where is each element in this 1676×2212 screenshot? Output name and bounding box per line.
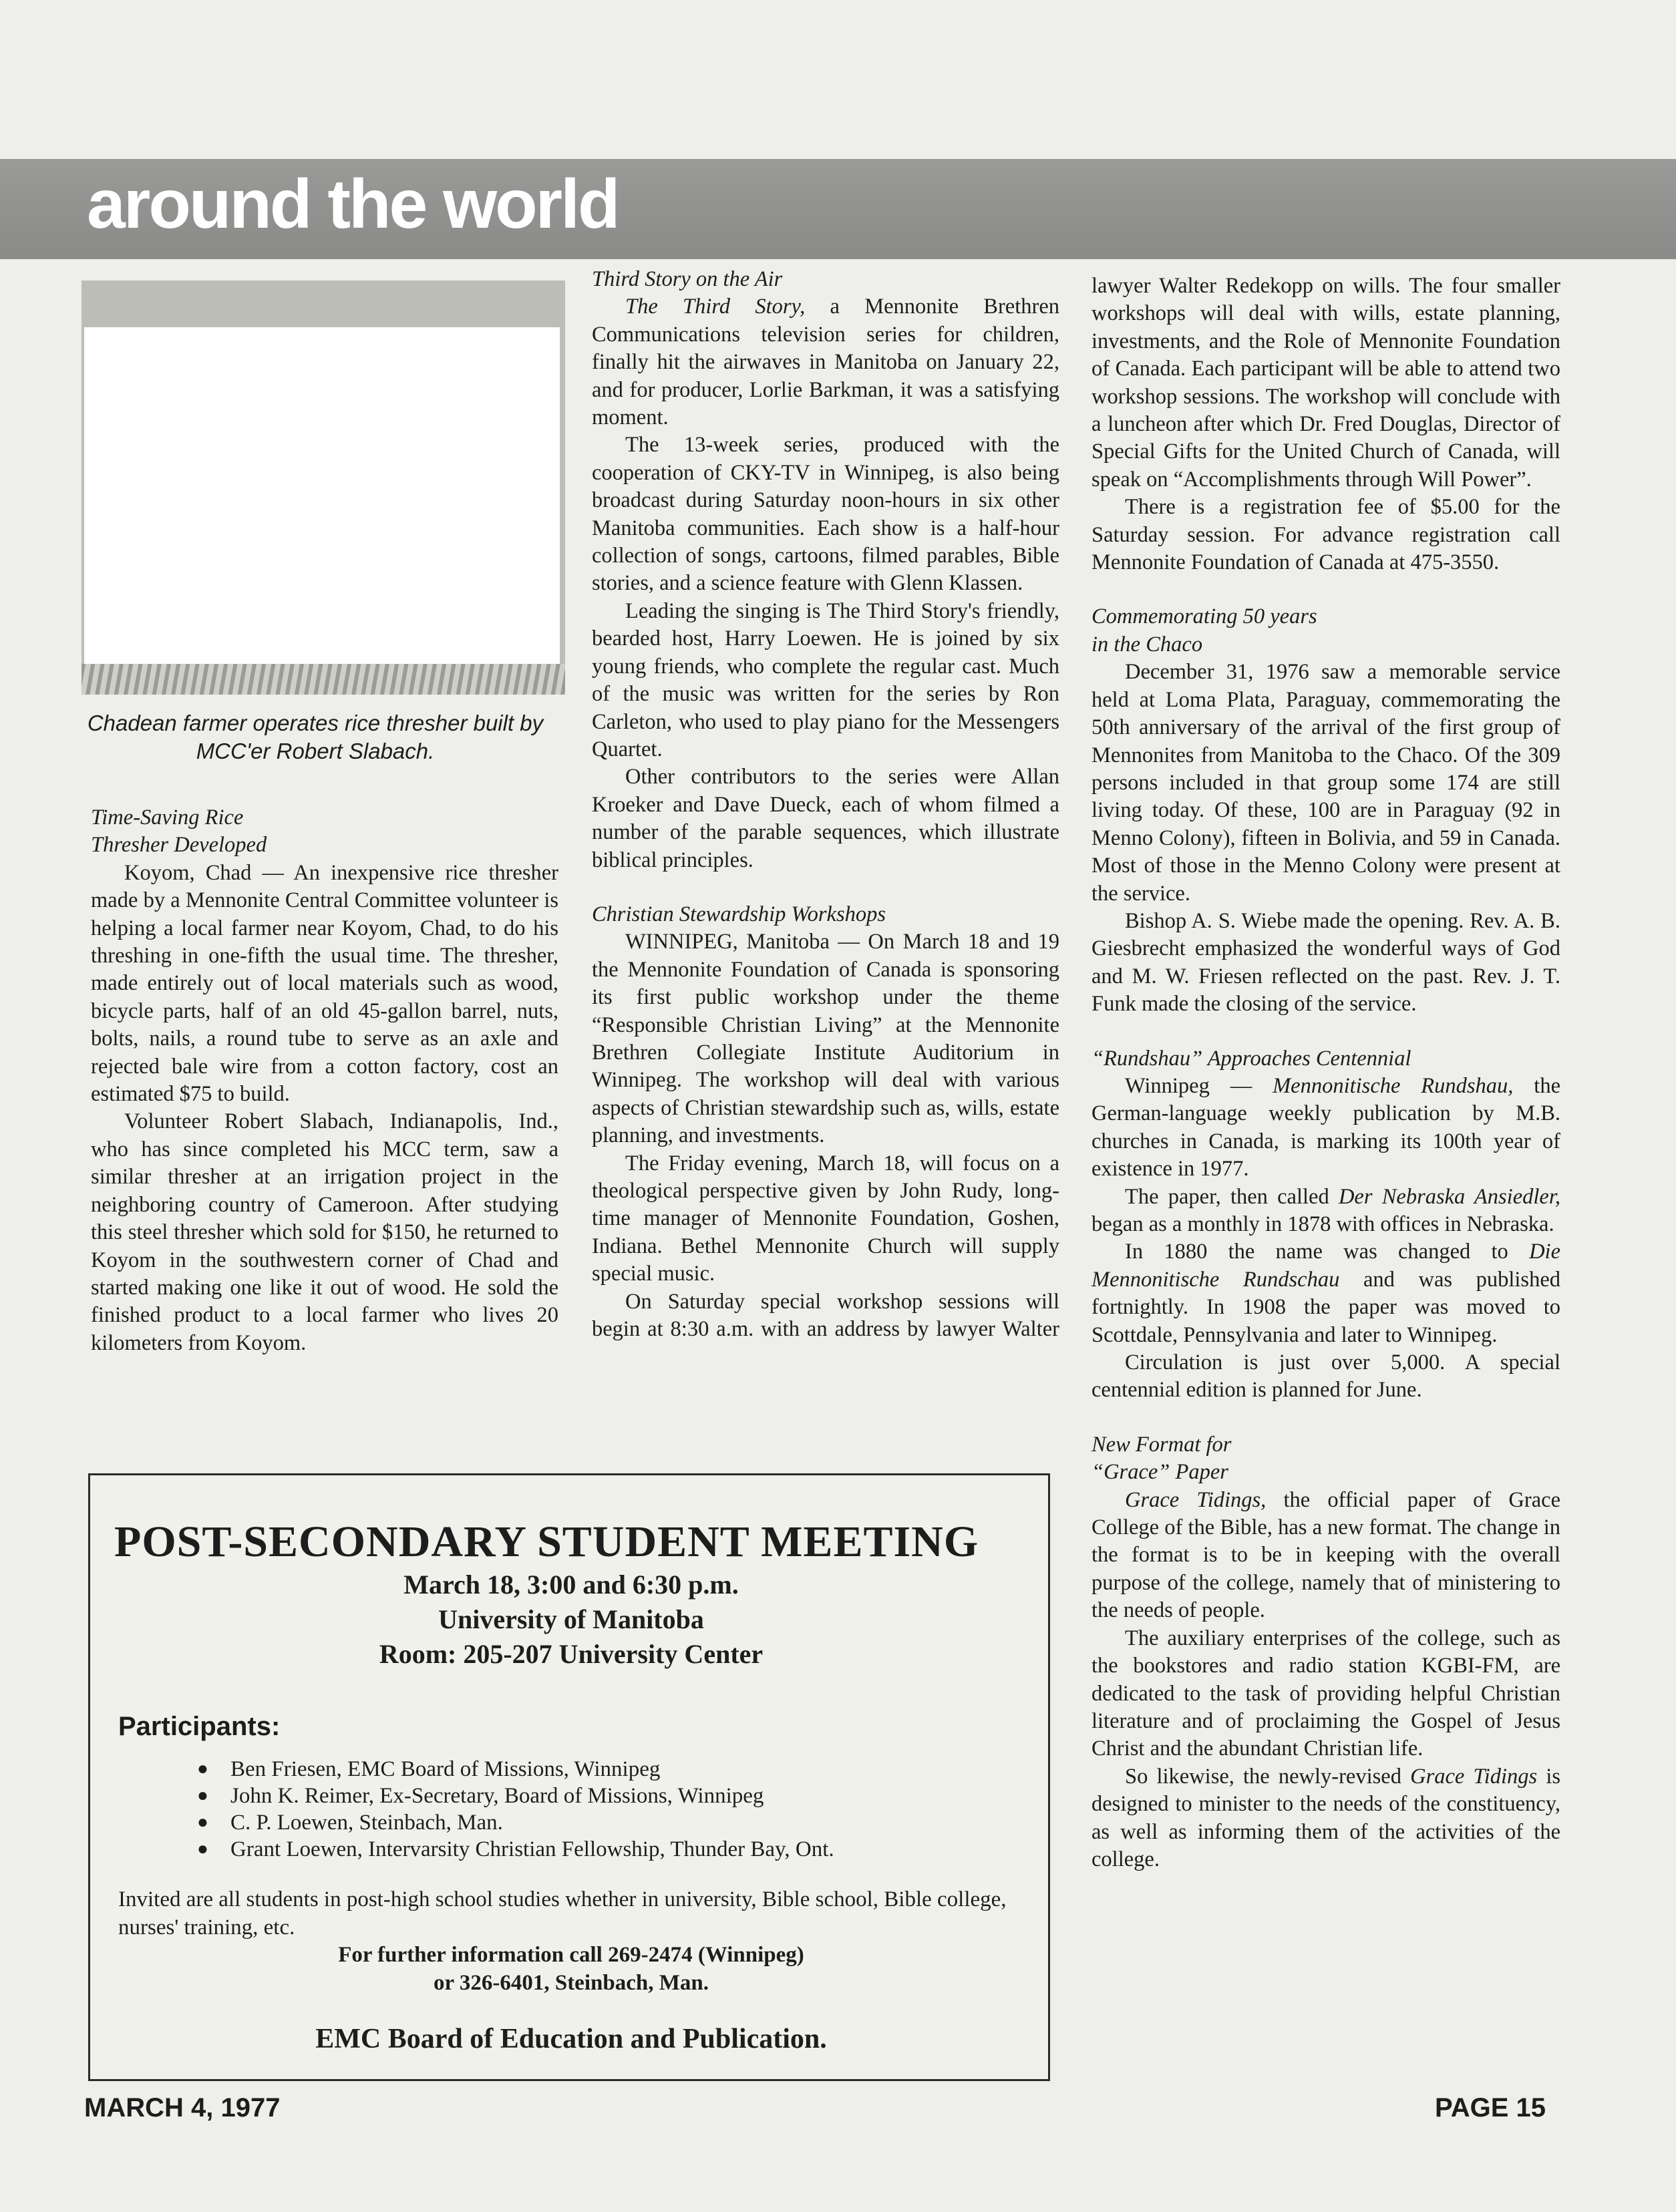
paragraph-text: is designed to minister to the needs of the constituency, as well as informing them of the activities of the college.: [1092, 1764, 1560, 1871]
paragraph-text: the German-language weekly publication by M.B. churches in Canada, is marking its 100th year of existence in 1977.: [1092, 1073, 1560, 1181]
paragraph-text: The paper, then called: [1125, 1184, 1339, 1209]
paragraph: [1092, 1487, 1560, 1625]
article-heading: [1092, 1431, 1560, 1487]
paragraph: On Saturday special workshop sessions will begin at 8:30 a.m. with an address by lawyer Walter: [592, 1289, 1059, 1342]
paragraph-continued: lawyer Walter Redekopp on wills. The four smaller workshops will deal with wills, estate planning, investments, and the Role of Mennonite Foundation of Canada. Each participant will be able to attend two workshop sessions. The workshop will conclude with a luncheon after which Dr. Fred Douglas, Director of Special Gifts for the United Church of Canada, will speak on “Accomplishments through Will Power”.: [1092, 274, 1560, 492]
heading-line: Time-Saving Rice: [91, 805, 244, 830]
column-1: [91, 804, 558, 1357]
paragraph-text: So likewise, the newly-revised: [1125, 1764, 1411, 1789]
article-heading: [91, 804, 558, 860]
ad-title: POST-SECONDARY STUDENT MEETING: [114, 1517, 979, 1566]
article-heading: Third Story on the Air: [592, 267, 783, 291]
photo: [81, 281, 565, 695]
ad-organization: EMC Board of Education and Publication.: [315, 2024, 827, 2054]
publication-title: Grace Tidings,: [1125, 1487, 1267, 1512]
section-title: around the world: [87, 166, 619, 243]
paragraph: Other contributors to the series were Allan Kroeker and Dave Dueck, each of whom filmed a number of the parable sequences, which illustrate biblical principles.: [592, 765, 1059, 872]
paragraph: Volunteer Robert Slabach, Indianapolis, Ind., who has since completed his MCC term, saw a similar thresher at an irrigation project in the neighboring country of Cameroon. After studying this steel thresher which sold for $150, he returned to Koyom in the southwestern corner of Chad and started making one like it out of wood. He sold the finished product to a local farmer who lives 20 kilometers from Koyom.: [91, 1109, 558, 1355]
section-banner: [0, 159, 1676, 259]
series-title: The Third Story,: [625, 295, 806, 319]
paragraph: The Friday evening, March 18, will focus on a theological perspective given by John Rudy, long-time manager of Mennonite Foundation, Goshen, Indiana. Bethel Mennonite Church will supply special music.: [592, 1151, 1059, 1286]
paragraph: [1092, 1763, 1560, 1874]
paragraph-text: In 1880 the name was changed to: [1125, 1240, 1530, 1264]
publication-title: Mennonitische Rundshau,: [1273, 1073, 1514, 1098]
paragraph: Leading the singing is The Third Story's friendly, bearded host, Harry Loewen. He is joined by six young friends, who complete the regular cast. Much of the music was written for the series by Ron Carleton, who used to play piano for the Messengers Quartet.: [592, 598, 1059, 761]
paragraph-text: the official paper of Grace College of the Bible, has a new format. The change in the format is to be in keeping with the overall purpose of the college, namely that of ministering to the needs of people.: [1092, 1487, 1560, 1623]
ad-invitation: Invited are all students in post-high school studies whether in university, Bible school, Bible college, nurses' training, etc.: [118, 1887, 1007, 1940]
paragraph-text: began as a monthly in 1878 with offices in Nebraska.: [1092, 1212, 1554, 1236]
publication-title: Die Mennonitische Rundschau: [1092, 1240, 1560, 1292]
paragraph: Bishop A. S. Wiebe made the opening. Rev. A. B. Giesbrecht emphasized the wonderful ways of God and M. W. Friesen reflected on the past. Rev. J. T. Funk made the closing of the service.: [1092, 908, 1560, 1017]
paragraph-text: and was published fortnightly. In 1908 the paper was moved to Scottdale, Pennsylvania and later to Winnipeg.: [1092, 1267, 1560, 1347]
column-2: [592, 266, 1059, 1343]
publication-title: Grace Tidings: [1410, 1764, 1538, 1789]
heading-line: Thresher Developed: [91, 833, 267, 858]
paragraph: Koyom, Chad — An inexpensive rice thresher made by a Mennonite Central Committee volunteer is helping a local farmer near Koyom, Chad, to do his threshing in one-fifth the usual time. The thresher, made entirely out of local materials such as wood, bicycle parts, half of an old 45-gallon barrel, nuts, bolts, nails, a round tube to serve as an axle and rejected bale wire from a cotton factory, cost an estimated $75 to build.: [91, 860, 558, 1107]
meeting-ad: [88, 1473, 1050, 2081]
photo-caption: Chadean farmer operates rice thresher built by MCC'er Robert Slabach.: [87, 711, 544, 763]
paragraph: December 31, 1976 saw a memorable service held at Loma Plata, Paraguay, commemorating the 50th anniversary of the arrival of the first group of Mennonites from Manitoba to the Chaco. Of the 309 persons included in that group some 174 are still living today. Of these, 100 are in Paraguay (92 in Menno Colony), fifteen in Bolivia, and 59 in Canada. Most of those in the Menno Colony were present at the service.: [1092, 660, 1560, 906]
list-item: ● Ben Friesen, EMC Board of Missions, Winnipeg: [197, 1756, 834, 1783]
paragraph: Circulation is just over 5,000. A special centennial edition is planned for June.: [1092, 1350, 1560, 1403]
list-item: ● C. P. Loewen, Steinbach, Man.: [197, 1809, 834, 1836]
heading-line: Commemorating 50 years: [1092, 604, 1317, 629]
photo-texture: [81, 664, 565, 695]
heading-line: New Format for: [1092, 1432, 1232, 1457]
publication-title: Der Nebraska Ansiedler,: [1338, 1184, 1560, 1209]
ad-contact-line: For further information call 269-2474 (Winnipeg): [338, 1943, 804, 1967]
paragraph: There is a registration fee of $5.00 for the Saturday session. For advance registration call Mennonite Foundation of Canada at 475-3550.: [1092, 495, 1560, 575]
paragraph: [1092, 1073, 1560, 1183]
heading-line: “Grace” Paper: [1092, 1460, 1228, 1485]
list-item: ● John K. Reimer, Ex-Secretary, Board of Missions, Winnipeg: [197, 1783, 834, 1809]
paragraph-text: a Mennonite Brethren Communications television series for children, finally hit the airwaves in Manitoba on January 22, and for producer, Lorlie Barkman, it was a satisfying moment.: [592, 295, 1059, 430]
ad-date: March 18, 3:00 and 6:30 p.m.: [403, 1570, 739, 1600]
participants-list: [197, 1756, 834, 1863]
paragraph: [1092, 1238, 1560, 1349]
ad-contact-line: or 326-6401, Steinbach, Man.: [434, 1971, 709, 1995]
page-number: PAGE 15: [1435, 2093, 1546, 2123]
list-item: ● Grant Loewen, Intervarsity Christian Fellowship, Thunder Bay, Ont.: [197, 1836, 834, 1863]
ad-place: University of Manitoba: [438, 1604, 704, 1634]
paragraph-text: Winnipeg —: [1125, 1073, 1273, 1098]
photo-placeholder: [84, 327, 560, 681]
paragraph: The auxiliary enterprises of the college, such as the bookstores and radio station KGBI-FM, are dedicated to the task of providing helpful Christian literature and of proclaiming the Gospel of Jesus Christ and the abundant Christian life.: [1092, 1626, 1560, 1761]
paragraph: [1092, 1183, 1560, 1239]
ad-room: Room: 205-207 University Center: [379, 1639, 764, 1669]
article-heading: [1092, 603, 1560, 659]
article-heading: “Rundshau” Approaches Centennial: [1092, 1046, 1411, 1071]
footer-date: MARCH 4, 1977: [84, 2093, 281, 2123]
paragraph: WINNIPEG, Manitoba — On March 18 and 19 the Mennonite Foundation of Canada is sponsoring its first public workshop under the theme “Responsible Christian Living” at the Mennonite Brethren Collegiate Institute Auditorium in Winnipeg. The workshop will deal with various aspects of Christian stewardship such as, wills, estate planning, and investments.: [592, 930, 1059, 1148]
heading-line: in the Chaco: [1092, 632, 1203, 657]
column-3: [1092, 272, 1560, 1873]
article-heading: Christian Stewardship Workshops: [592, 902, 886, 926]
paragraph: The 13-week series, produced with the cooperation of CKY-TV in Winnipeg, is also being broadcast during Saturday noon-hours in six other Manitoba communities. Each show is a half-hour collection of songs, cartoons, filmed parables, Bible stories, and a science feature with Glenn Klassen.: [592, 433, 1059, 596]
participants-label: Participants:: [118, 1712, 281, 1741]
paragraph: [592, 293, 1059, 431]
